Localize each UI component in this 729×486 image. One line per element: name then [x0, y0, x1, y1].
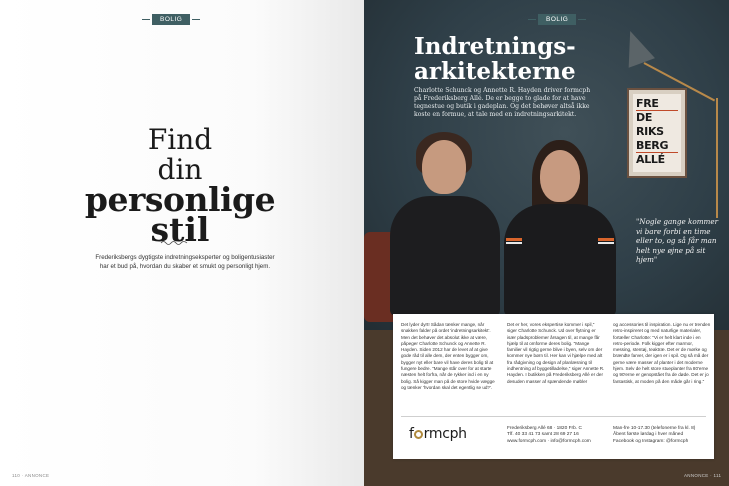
logo-text: rmcph — [423, 426, 467, 442]
title-line: din — [157, 153, 203, 186]
sleeve-stripe — [506, 238, 522, 241]
body-column: Det lyder dyrt! Sådan tænker mange, når snakken falder på ordet 'indretningsarkitekt'. Men det behøver det absolut ikke at være, påpeger Charlotte Schunck og Annette R. Hayden. Siden 2012 har de levet af at give gode råd til alle dem, der enten bygger om, bygger nyt eller bare vil have deres bolig til at fungere bedre. "Mange står over for at starte næsten helt forfra, når de rykker ind i en ny bolig. Så kigger man på de store hvide vægge og tænker 'hvordan skal det egentlig se ud?'. — [401, 322, 495, 390]
section-tag: BOLIG — [538, 14, 576, 25]
person-1-body — [390, 196, 500, 316]
poster-stripe — [636, 152, 678, 153]
divider — [401, 416, 706, 417]
lamp-pole — [716, 98, 718, 218]
body-column: Det er her, vores ekspertise kommer i spil," siger Charlotte Schunck. Ud over flytning er især pladsproblemer årsagen til, at mange får hjælp til at omforme deres bolig. "Mange familier vil rigtig gerne blive i byen, selv om der kommer nye børn til. Her kan vi hjælpe med alt fra rådgivning og design af planlæsning til indhentning af byggetilladelse," siger Annette R. Hayden. I butikken på Frederiksberg Allé er der desuden masser af spændende møbler — [507, 322, 605, 384]
logo-ring-icon — [414, 430, 423, 439]
opening-hours — [613, 426, 695, 445]
title-line: Find — [147, 123, 213, 156]
page-footer: 110 · ANNONCE — [12, 473, 50, 478]
page-footer: ANNONCE · 111 — [684, 473, 722, 478]
title-line: personlige — [84, 180, 276, 219]
intro-text: Frederiksbergs dygtigste indretningseksperter og boligentusiaster har et bud på, hvordan du skaber et smukt og personligt hjem. — [95, 254, 275, 270]
person-1-face — [422, 140, 466, 194]
article-headline — [414, 34, 576, 84]
decorative-squiggle — [160, 240, 188, 246]
social-line: Facebook og Instagram: @formcph — [613, 438, 689, 444]
poster-text: FRE — [636, 97, 659, 110]
sleeve-stripe — [598, 238, 614, 241]
poster-text: ALLÉ — [636, 153, 665, 166]
hours-line: Åbent første lørdag i hver måned — [613, 432, 684, 438]
article-lead: Charlotte Schunck og Annette R. Hayden driver formcph på Frederiksberg Allé. De er begge to glade for at have tegnestue og butik i gadeplan. Og det behøver altså ikke koste en formue, at tale med en indretningsarkitekt. — [414, 87, 591, 118]
person-2-body — [504, 204, 616, 316]
title-line: stil — [150, 210, 210, 249]
formcph-logo — [409, 426, 467, 442]
poster-stripe — [636, 110, 678, 111]
sleeve-stripe — [506, 242, 522, 244]
sleeve-stripe — [598, 242, 614, 244]
address: Frederiksberg Allé 68 · 1820 Frb. C — [507, 426, 582, 431]
poster-text: DE — [636, 111, 653, 124]
poster-text: BERG — [636, 139, 669, 152]
section-tag: BOLIG — [152, 14, 190, 25]
body-column: og accessories til inspiration. Lige nu er trenden retro-inspireret og med naturlige materialer, fortæller Charlotte: "Vi er helt klart inde i en retro-periode. Folk kigger efter marmor, messing, stentøj, teaktræ. Det er de mørke og brændte farver, der igen er i spil. Og så må der gerne være masser af planter i det moderne hjem. Selv de helt store stueplanter fra 80'erne og 90'erne er genopstået fra de døde. Det er jo fantastisk, at moden på den måde går i ring." — [613, 322, 711, 384]
person-2-face — [540, 150, 580, 202]
page-title — [60, 123, 300, 249]
hours-line: Man-fre 10-17.30 (telefonerne fra kl. 8) — [613, 426, 696, 431]
left-page — [0, 0, 364, 486]
pull-quote: "Nogle gange kommer vi bare forbi en time eller to, og så får man helt nye øjne på sit hjem" — [636, 217, 719, 264]
web-email: www.formcph.com · info@formcph.com — [507, 438, 591, 444]
contact-info — [507, 426, 591, 445]
headline-line: arkitekterne — [414, 58, 576, 85]
phone: Tlf. 40 33 41 73 samt 28 69 27 16 — [507, 432, 579, 438]
poster-text: RIKS — [636, 125, 664, 138]
article-body-panel — [393, 314, 714, 459]
logo-text: f — [409, 426, 414, 442]
headline-line: Indretnings- — [414, 33, 576, 60]
wall-poster — [627, 88, 687, 178]
